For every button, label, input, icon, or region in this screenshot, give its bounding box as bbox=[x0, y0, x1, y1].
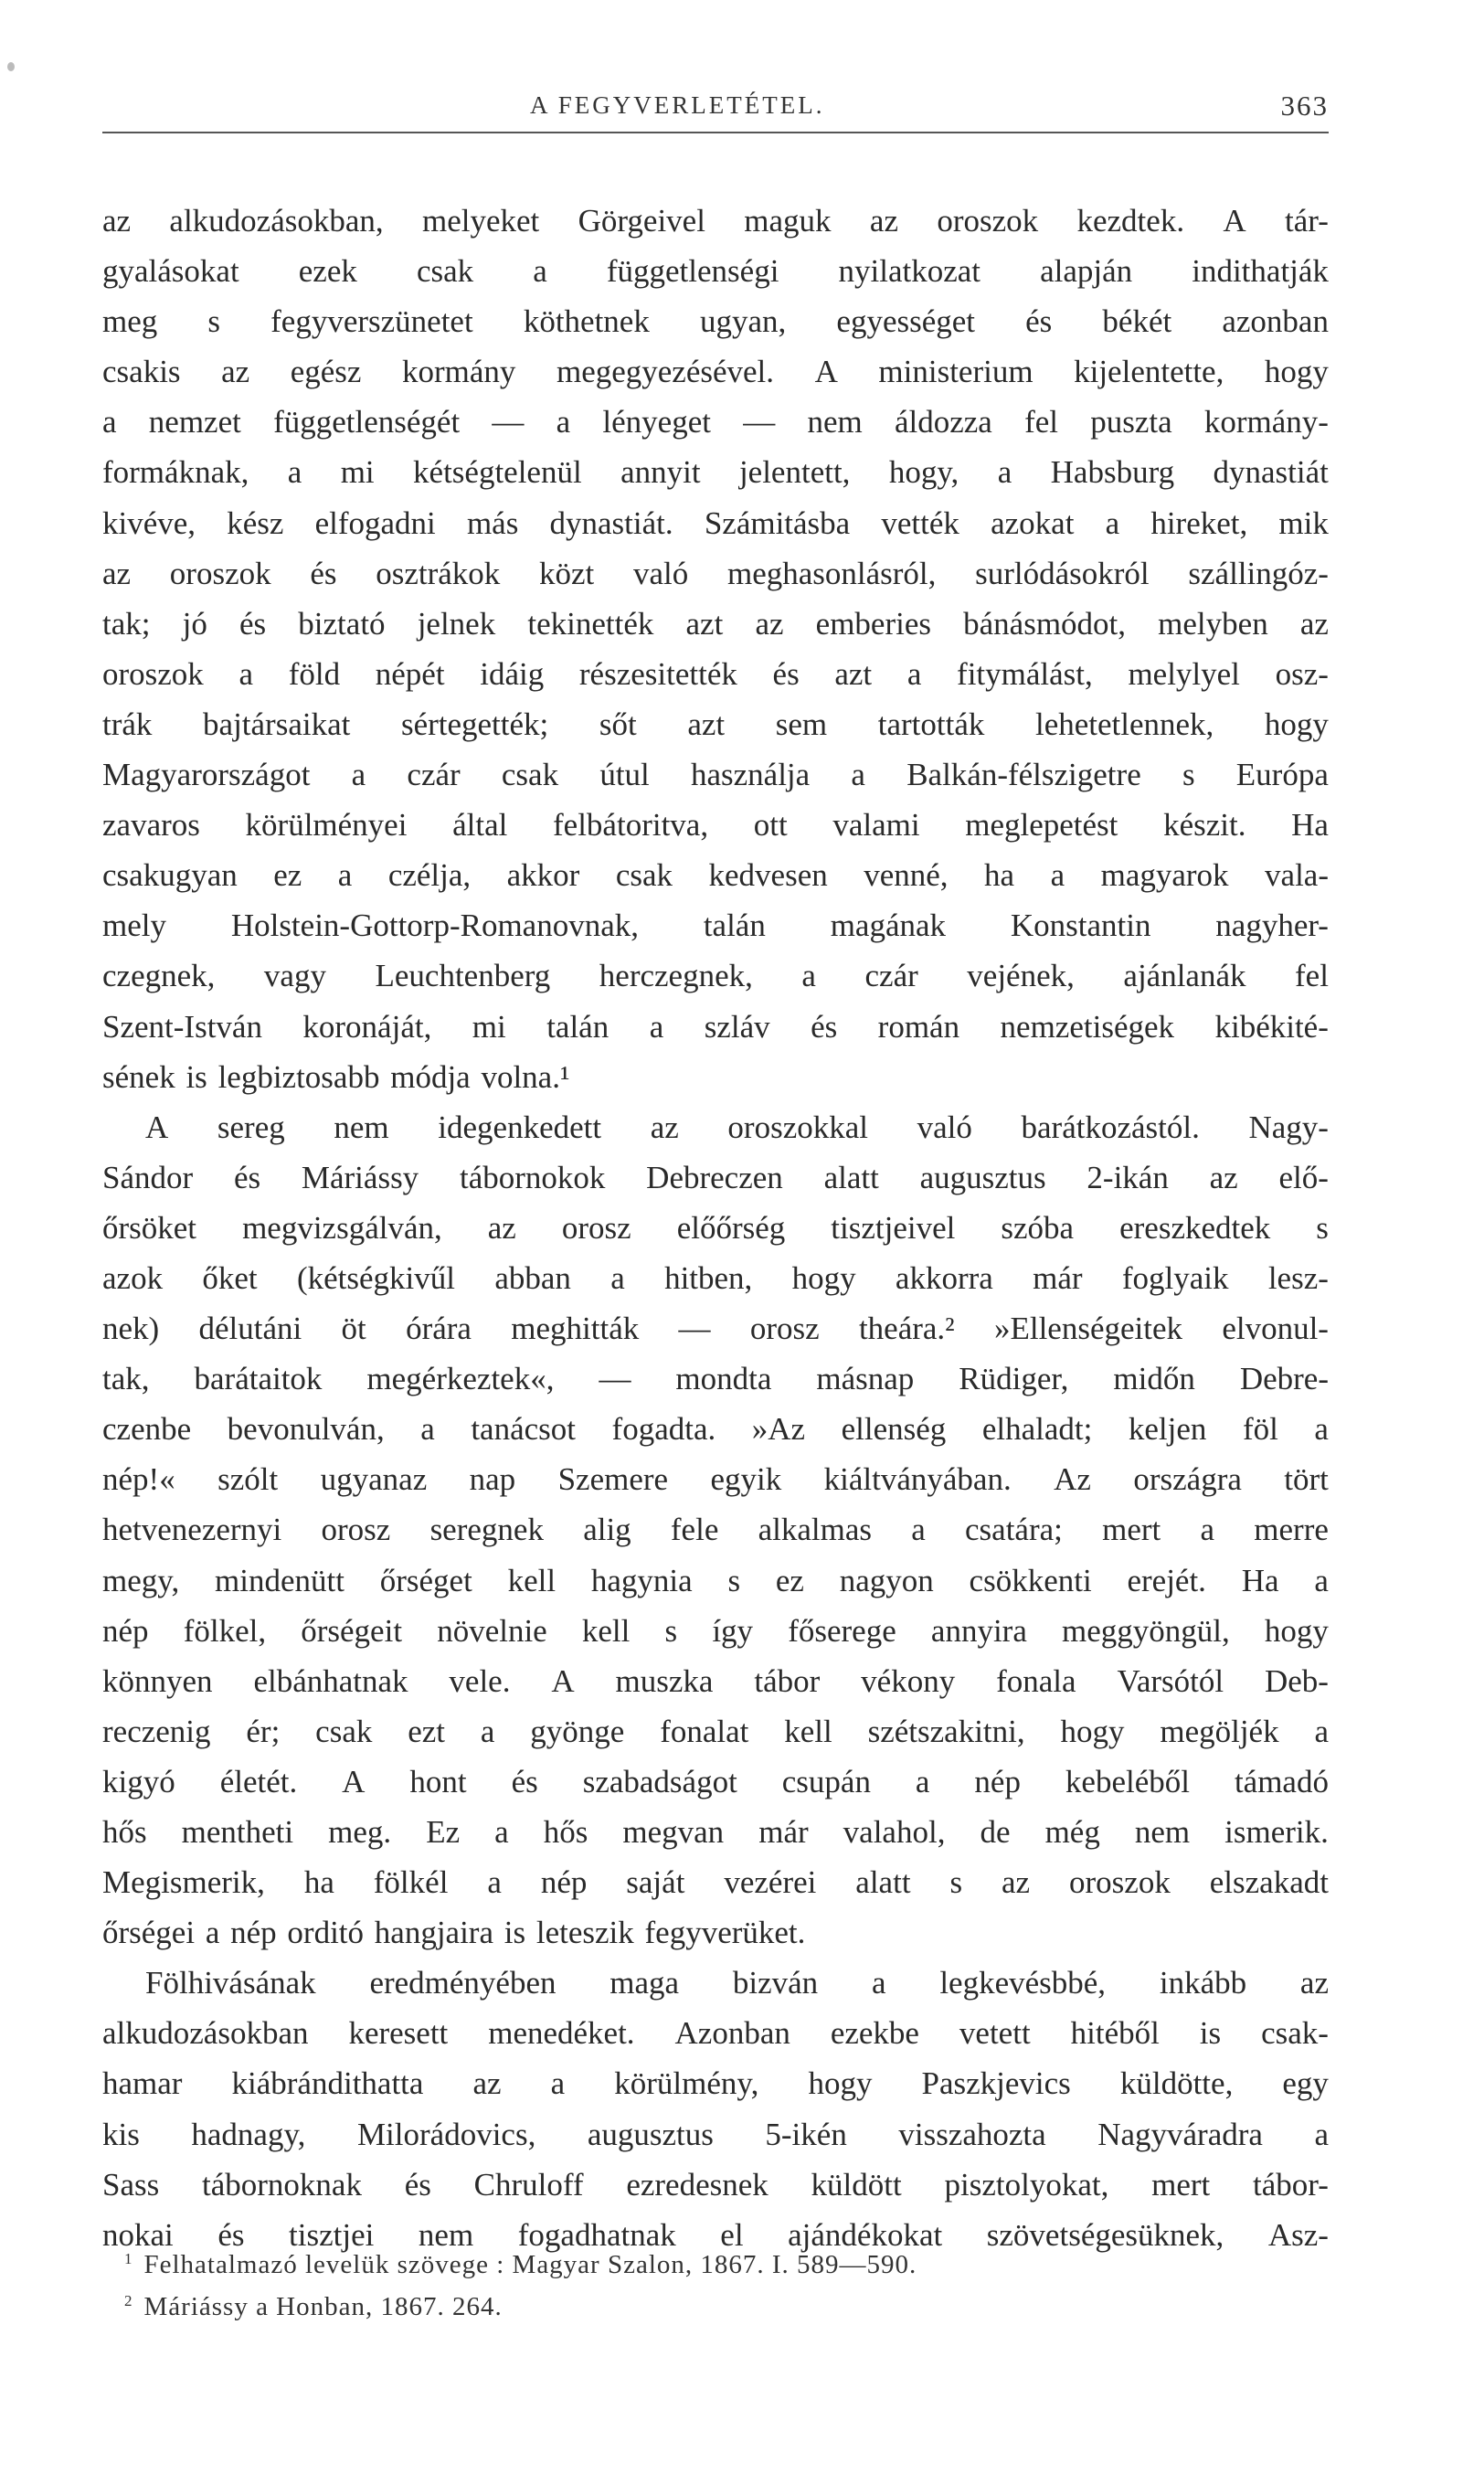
text-line: tak, barátaitok megérkeztek«, — mondta másnap Rüdiger, midőn Debre- bbox=[102, 1361, 1329, 1397]
header-title: A FEGYVERLETÉTEL. bbox=[530, 91, 825, 119]
text-line: kivéve, kész elfogadni más dynastiát. Számitásba vették azokat a hireket, mik bbox=[102, 504, 1329, 541]
text-line: trák bajtársaikat sértegették; sőt azt sem tartották lehetetlennek, hogy bbox=[102, 706, 1329, 742]
text-line: kis hadnagy, Milorádovics, augusztus 5-ikén visszahozta Nagyváradra a bbox=[102, 2116, 1329, 2152]
text-line: reczenig ér; csak ezt a gyönge fonalat kell szétszakitni, hogy megöljék a bbox=[102, 1713, 1329, 1749]
text-line: őrségei a nép orditó hangjaira is leteszik fegyverüket. bbox=[102, 1915, 806, 1951]
text-line: A sereg nem idegenkedett az oroszokkal való barátkozástól. Nagy- bbox=[145, 1109, 1329, 1145]
text-line: megy, mindenütt őrséget kell hagynia s ez nagyon csökkenti erejét. Ha a bbox=[102, 1562, 1329, 1598]
text-line: zavaros körülményei által felbátoritva, ott valami meglepetést készit. Ha bbox=[102, 807, 1329, 844]
text-line: csakugyan ez a czélja, akkor csak kedvesen venné, ha a magyarok vala- bbox=[102, 857, 1329, 894]
text-line: hős mentheti meg. Ez a hős megvan már valahol, de még nem ismerik. bbox=[102, 1814, 1329, 1850]
page-number: 363 bbox=[1280, 90, 1329, 122]
text-line: sének is legbiztosabb módja volna.¹ bbox=[102, 1058, 570, 1095]
text-line: Fölhivásának eredményében maga bizván a legkevésbbé, inkább az bbox=[145, 1965, 1329, 2001]
footnote-text: Felhatalmazó levelük szövege : Magyar Szalon, 1867. I. 589—590. bbox=[143, 2250, 917, 2279]
text-line: könnyen elbánhatnak vele. A muszka tábor vékony fonala Varsótól Deb- bbox=[102, 1662, 1329, 1699]
text-line: czenbe bevonulván, a tanácsot fogadta. »Az ellenség elhaladt; keljen föl a bbox=[102, 1411, 1329, 1448]
text-line: az alkudozásokban, melyeket Görgeivel maguk az oroszok kezdtek. A tár- bbox=[102, 203, 1329, 239]
text-line: Szent-István koronáját, mi talán a szláv és román nemzetiségek kibékité- bbox=[102, 1008, 1329, 1045]
footnotes bbox=[124, 2241, 1267, 2325]
text-line: gyalásokat ezek csak a függetlenségi nyilatkozat alapján indithatják bbox=[102, 253, 1329, 290]
footnote-text: Máriássy a Honban, 1867. 264. bbox=[143, 2292, 503, 2321]
text-line: csakis az egész kormány megegyezésével. A ministerium kijelentette, hogy bbox=[102, 354, 1329, 390]
text-line: hetvenezernyi orosz seregnek alig fele alkalmas a csatára; mert a merre bbox=[102, 1512, 1329, 1548]
text-line: mely Holstein-Gottorp-Romanovnak, talán magának Konstantin nagyher- bbox=[102, 908, 1329, 944]
text-line: az oroszok és osztrákok közt való meghasonlásról, surlódásokról szállingóz- bbox=[102, 555, 1329, 591]
text-line: oroszok a föld népét idáig részesitették és azt a fitymálást, melylyel osz- bbox=[102, 655, 1329, 692]
footnote bbox=[124, 2241, 1267, 2283]
text-line: nép!« szólt ugyanaz nap Szemere egyik kiáltványában. Az országra tört bbox=[102, 1461, 1329, 1498]
text-line: nek) délutáni öt órára meghitták — orosz theára.² »Ellenségeitek elvonul- bbox=[102, 1311, 1329, 1347]
text-line: formáknak, a mi kétségtelenül annyit jelentett, hogy, a Habsburg dynastiát bbox=[102, 454, 1329, 491]
text-line: azok őket (kétségkivűl abban a hitben, hogy akkorra már foglyaik lesz- bbox=[102, 1259, 1329, 1296]
text-line: alkudozásokban keresett menedéket. Azonban ezekbe vetett hitéből is csak- bbox=[102, 2015, 1329, 2052]
running-header bbox=[102, 91, 1329, 135]
body-text bbox=[102, 196, 1329, 2260]
text-line: nép fölkel, őrségeit növelnie kell s így főserege annyira meggyöngül, hogy bbox=[102, 1612, 1329, 1649]
text-line: tak; jó és biztató jelnek tekinették azt az emberies bánásmódot, melyben az bbox=[102, 605, 1329, 642]
text-line: nokai és tisztjei nem fogadhatnak el ajándékokat szövetségesüknek, Asz- bbox=[102, 2216, 1329, 2253]
text-line: Megismerik, ha fölkél a nép saját vezérei alatt s az oroszok elszakadt bbox=[102, 1864, 1329, 1901]
text-line: meg s fegyverszünetet köthetnek ugyan, egyességet és békét azonban bbox=[102, 303, 1329, 340]
text-line: őrsöket megvizsgálván, az orosz előőrség tisztjeivel szóba ereszkedtek s bbox=[102, 1209, 1329, 1246]
paper-speck bbox=[7, 62, 15, 71]
text-line: czegnek, vagy Leuchtenberg herczegnek, a czár vejének, ajánlanák fel bbox=[102, 958, 1329, 994]
text-line: Magyarországot a czár csak útul használja a Balkán-félszigetre s Európa bbox=[102, 757, 1329, 793]
footnote-mark: 1 bbox=[124, 2250, 133, 2267]
text-line: kigyó életét. A hont és szabadságot csupán a nép kebeléből támadó bbox=[102, 1763, 1329, 1799]
header-rule bbox=[102, 132, 1329, 133]
text-line: Sándor és Máriássy tábornokok Debreczen alatt augusztus 2-ikán az elő- bbox=[102, 1159, 1329, 1195]
text-line: a nemzet függetlenségét — a lényeget — nem áldozza fel puszta kormány- bbox=[102, 404, 1329, 441]
text-line: hamar kiábrándithatta az a körülmény, hogy Paszkjevics küldötte, egy bbox=[102, 2065, 1329, 2102]
footnote-mark: 2 bbox=[124, 2292, 133, 2309]
footnote bbox=[124, 2283, 1267, 2325]
text-line: Sass tábornoknak és Chruloff ezredesnek küldött pisztolyokat, mert tábor- bbox=[102, 2166, 1329, 2203]
